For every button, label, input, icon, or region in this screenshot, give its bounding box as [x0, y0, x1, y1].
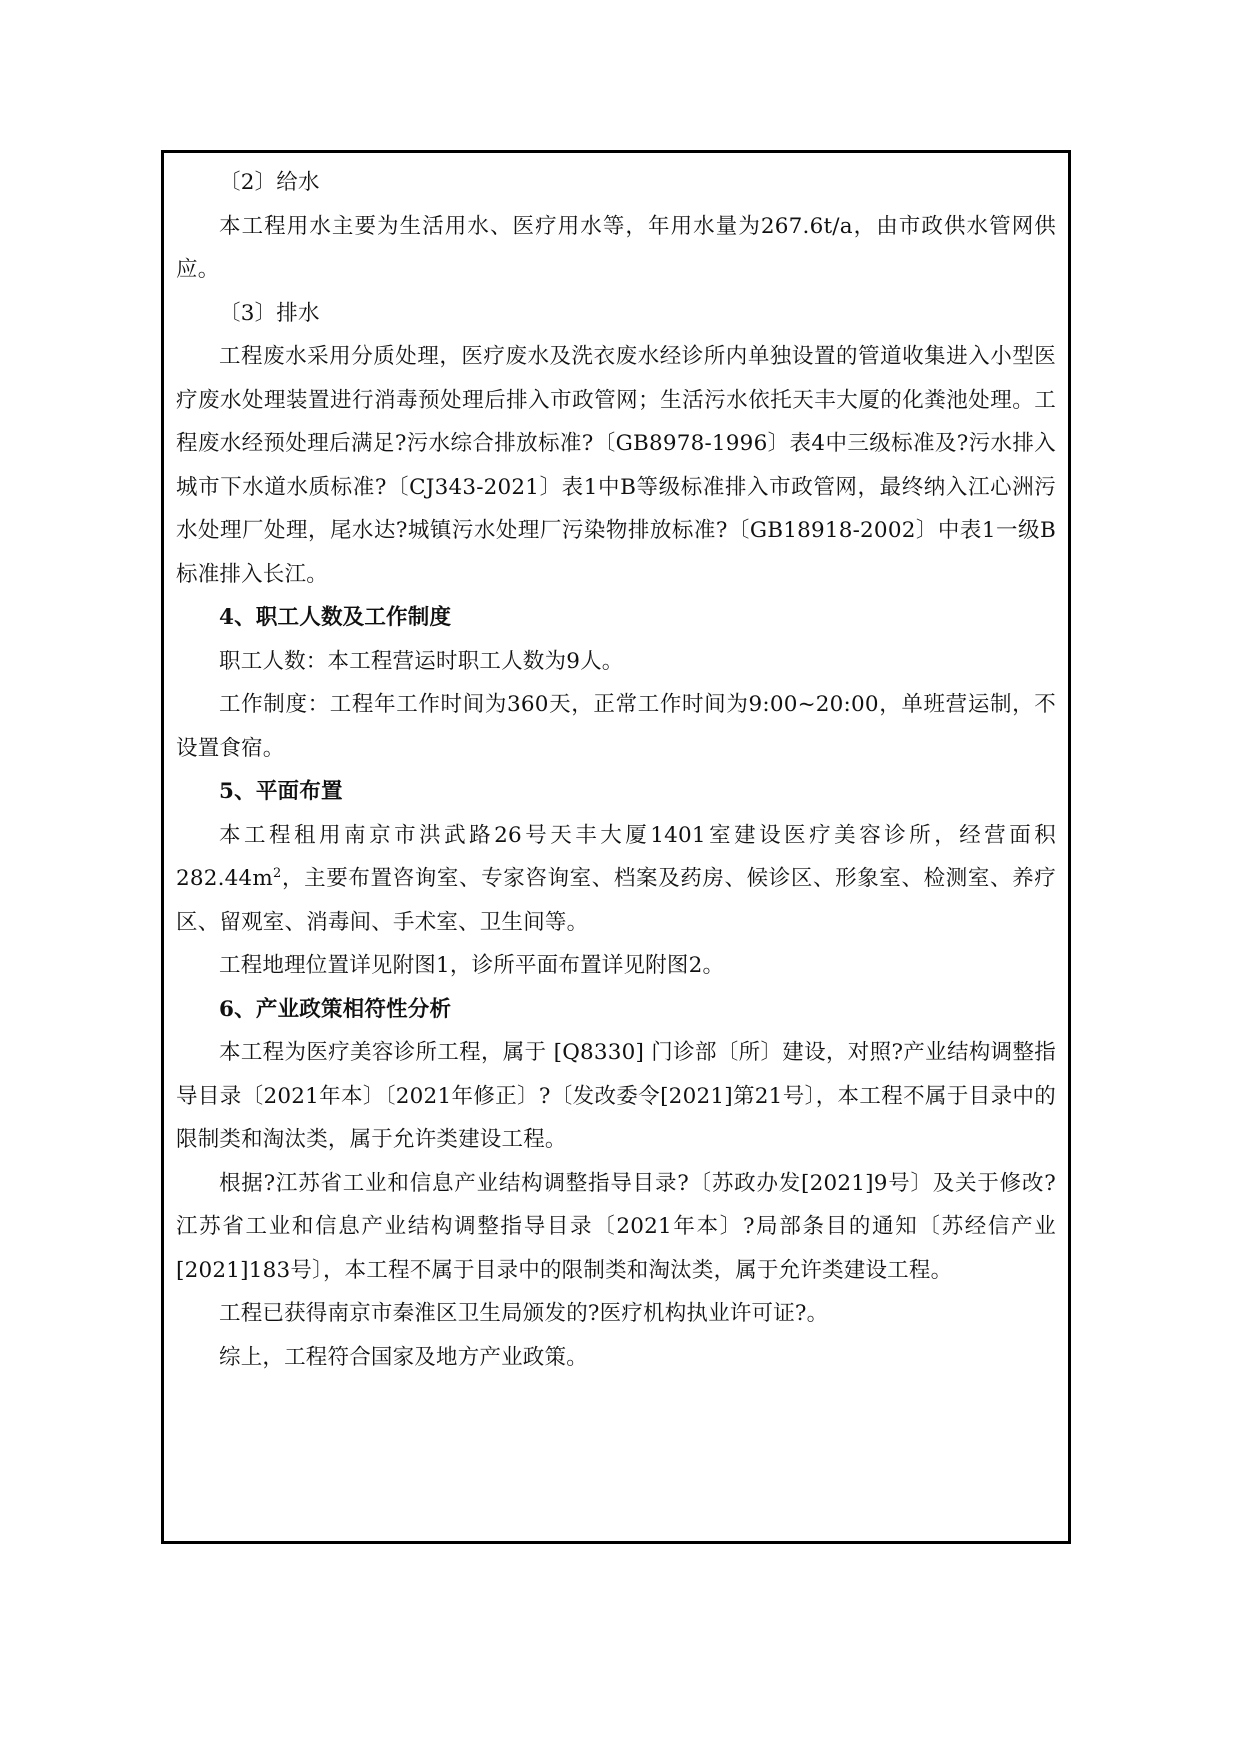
- layout-figures-text: 工程地理位置详见附图1，诊所平面布置详见附图2。: [219, 953, 725, 978]
- policy-paragraph-2: 根据?江苏省工业和信息产业结构调整指导目录?〔苏政办发[2021]9号〕及关于修改?江苏省工业和信息产业结构调整指导目录〔2021年本〕?局部条目的通知〔苏经信产业[2021]183号〕，本工程不属于目录中的限制类和淘汰类，属于允许类建设工程。: [176, 1170, 1056, 1283]
- layout-text-before: 本工程租用南京市洪武路26号天丰大厦1401室建设医疗美容诊所，经营面积282.44m: [176, 822, 1056, 891]
- document-frame: [161, 150, 1071, 1544]
- layout-text-after: ，主要布置咨询室、专家咨询室、档案及药房、候诊区、形象室、检测室、养疗区、留观室、消毒间、手术室、卫生间等。: [176, 866, 1056, 935]
- drainage-text: 工程废水采用分质处理，医疗废水及洗衣废水经诊所内单独设置的管道收集进入小型医疗废水处理装置进行消毒预处理后排入市政管网；生活污水依托天丰大厦的化粪池处理。工程废水经预处理后满足?污水综合排放标准?〔GB8978-1996〕表4中三级标准及?污水排入城市下水道水质标准?〔CJ343-2021〕表1中B等级标准排入市政管网，最终纳入江心洲污水处理厂处理，尾水达?城镇污水处理厂污染物排放标准?〔GB18918-2002〕中表1一级B标准排入长江。: [176, 344, 1056, 587]
- layout-heading: 5、平面布置: [219, 779, 343, 804]
- water-supply-text: 本工程用水主要为生活用水、医疗用水等，年用水量为267.6t/a，由市政供水管网供应。: [176, 213, 1056, 282]
- water-supply-heading: 〔2〕给水: [219, 170, 320, 195]
- policy-conclusion: 综上，工程符合国家及地方产业政策。: [219, 1344, 588, 1370]
- policy-heading: 6、产业政策相符性分析: [219, 996, 452, 1022]
- layout-text: [176, 814, 1056, 945]
- drainage-heading: 〔3〕排水: [219, 300, 320, 326]
- staff-heading: 4、职工人数及工作制度: [219, 605, 452, 630]
- work-schedule-text: 工作制度：工程年工作时间为360天，正常工作时间为9:00~20:00，单班营运制，不设置食宿。: [176, 692, 1056, 761]
- staff-count-text: 职工人数：本工程营运时职工人数为9人。: [219, 648, 624, 674]
- area-unit-superscript: 2: [273, 865, 282, 881]
- policy-paragraph-1: 本工程为医疗美容诊所工程，属于 [Q8330] 门诊部〔所〕建设，对照?产业结构调整指导目录〔2021年本〕〔2021年修正〕?〔发改委令[2021]第21号〕，本工程不属于目录中的限制类和淘汰类，属于允许类建设工程。: [176, 1040, 1056, 1152]
- policy-paragraph-3: 工程已获得南京市秦淮区卫生局颁发的?医疗机构执业许可证?。: [219, 1301, 829, 1326]
